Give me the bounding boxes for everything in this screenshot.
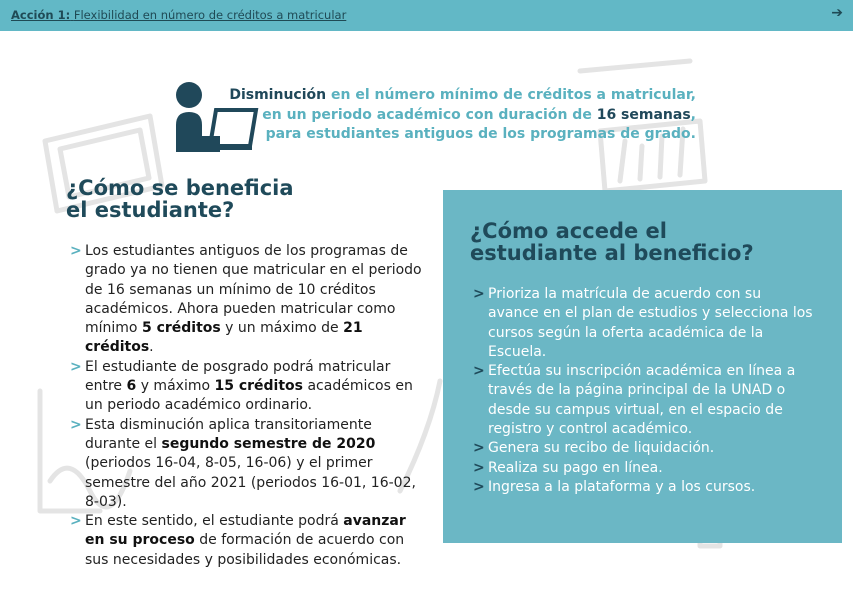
item1-post: .: [149, 339, 154, 356]
list-item: [473, 478, 813, 497]
item4-bold1: avanzar en su proceso: [85, 513, 406, 549]
left-title-line2: el estudiante?: [66, 198, 235, 222]
right-section-title: [470, 220, 754, 264]
step-text: Prioriza la matrícula de acuerdo con su avance en el plan de estudios y selecciona los cursos según la oferta académica de la Escuela.: [488, 286, 813, 360]
step-text: Genera su recibo de liquidación.: [488, 440, 715, 457]
headline-line1: en el número mínimo de créditos a matricular,: [326, 87, 696, 103]
headline-line2-pre: en un periodo académico con duración de: [262, 106, 597, 123]
list-item: [70, 358, 430, 416]
benefit-list: [70, 242, 430, 570]
action-label: Acción 1:: [11, 8, 71, 22]
action-title: Flexibilidad en número de créditos a matricular: [73, 8, 347, 22]
list-item: [473, 439, 813, 458]
list-item: [70, 512, 430, 570]
top-bar: [0, 0, 853, 31]
item2-mid: y máximo: [136, 378, 215, 395]
arrow-right-icon[interactable]: ➔: [831, 5, 843, 21]
chevron-right-icon: >: [473, 440, 485, 457]
right-title-line2: estudiante al beneficio?: [470, 241, 754, 265]
chevron-right-icon: >: [473, 286, 485, 302]
right-title-line1: ¿Cómo accede el: [470, 219, 667, 243]
access-steps-list: [473, 285, 813, 497]
headline: [226, 86, 696, 145]
list-item: [473, 362, 813, 439]
item1-bold1: 5 créditos: [141, 320, 221, 337]
action-link[interactable]: [11, 8, 346, 22]
list-item: [473, 459, 813, 478]
left-section-title: [66, 177, 294, 221]
item1-mid: y un máximo de: [220, 320, 344, 337]
headline-line2-bold: 16 semanas: [596, 106, 691, 123]
chevron-right-icon: >: [473, 459, 485, 476]
item4-pre: En este sentido, el estudiante podrá: [85, 513, 344, 530]
list-item: [70, 242, 430, 358]
step-text: Efectúa su inscripción académica en línea a través de la página principal de la UNAD o desde su campus virtual, en el espacio de registro y control académico.: [488, 363, 796, 438]
item3-pre: Esta disminución aplica transitoriamente durante el: [85, 416, 372, 452]
item3-post: (periodos 16-04, 8-05, 16-06) y el primer semestre del año 2021 (periodos 16-01, 16-02, 8-03).: [85, 455, 416, 510]
headline-bold-word: Disminución: [229, 87, 327, 103]
item2-post: académicos en un periodo académico ordinario.: [85, 378, 413, 414]
left-title-line1: ¿Cómo se beneficia: [66, 176, 294, 200]
chevron-right-icon: >: [473, 478, 485, 495]
item3-bold1: segundo semestre de 2020: [161, 435, 376, 452]
chevron-right-icon: >: [70, 416, 82, 433]
chevron-right-icon: >: [70, 513, 82, 530]
headline-line3: para estudiantes antiguos de los programas de grado.: [265, 126, 696, 142]
chevron-right-icon: >: [70, 358, 82, 375]
step-text: Realiza su pago en línea.: [488, 459, 663, 476]
chevron-right-icon: >: [473, 363, 485, 380]
list-item: [70, 416, 430, 512]
chevron-right-icon: >: [70, 243, 82, 259]
item4-post: de formación de acuerdo con sus necesidades y posibilidades económicas.: [85, 532, 405, 568]
list-item: [473, 285, 813, 362]
headline-line2-post: ,: [690, 106, 696, 123]
item2-pre: El estudiante de posgrado podrá matricular entre: [85, 358, 391, 395]
item2-bold1: 6: [126, 378, 137, 395]
item1-pre: Los estudiantes antiguos de los programas de grado ya no tienen que matricular en el periodo de 16 semanas un mínimo de 10 créditos académicos. Ahora pueden matricular como mínimo: [85, 243, 422, 337]
item1-bold2: 21 créditos: [85, 320, 363, 356]
step-text: Ingresa a la plataforma y a los cursos.: [488, 478, 756, 495]
item2-bold2: 15 créditos: [214, 378, 304, 395]
